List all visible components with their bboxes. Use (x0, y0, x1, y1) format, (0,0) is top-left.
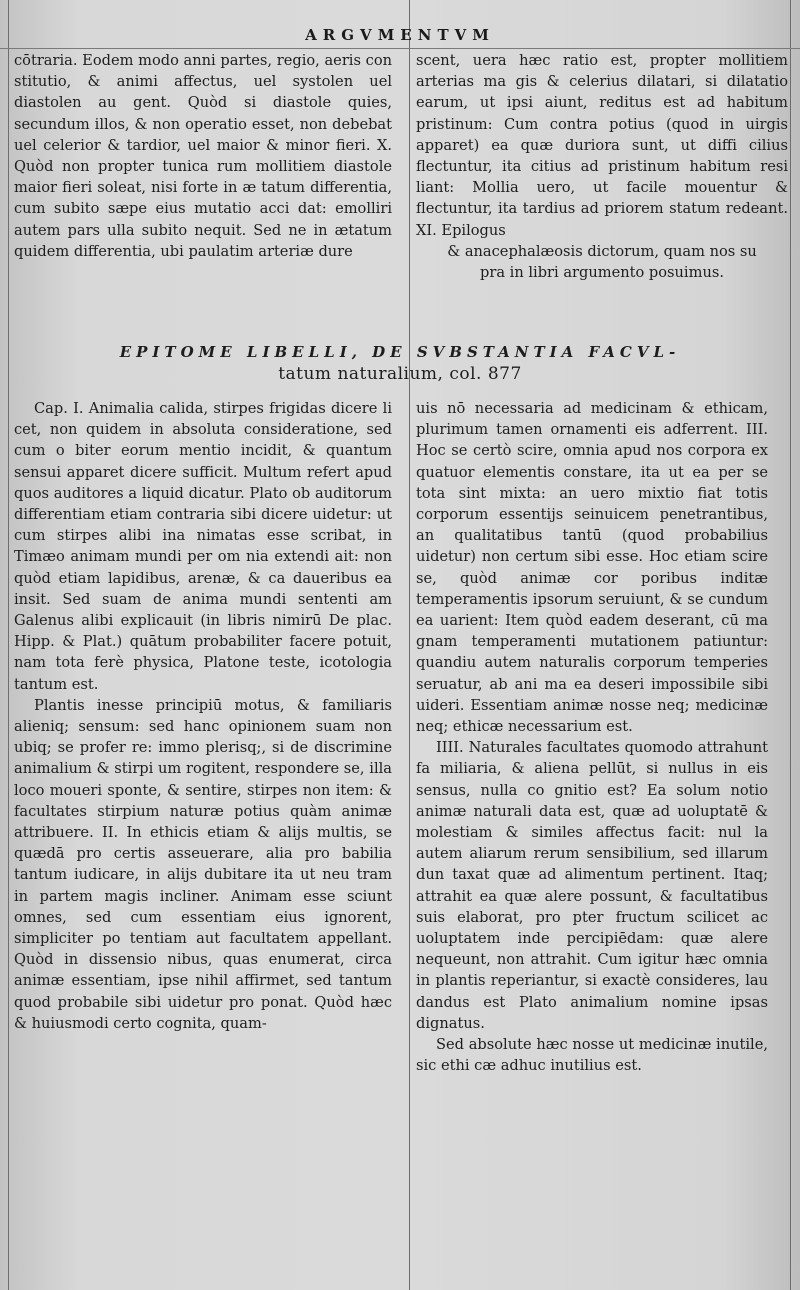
chapter-paragraph: uis nō necessaria ad medicinam & ethicam, plurimum tamen ornamenti eis adferrent. III. Hoc se certò scire, omnia apud nos corpora ex quatuor elementis constare, ita ut ea per se tota sint mixta: an uero mixtio fiat totis corporum essentijs seinuicem penetrantibus, an qualitatibus tantū (quod probabilius uidetur) non certum sibi esse. Hoc etiam scire se, quòd animæ cor poribus inditæ temperamentis ipsorum seruiunt, & se cundum ea uarient: Item quòd eadem deserant, cū ma gnam temperamenti mutationem patiuntur: quandiu autem naturalis corporum temperies seruatur, ab ani ma ea deseri impossibile sibi uideri. Essentiam animæ nosse neq; medicinæ neq; ethicæ necessarium est. (416, 400, 768, 736)
column-divider-rule (409, 0, 410, 1290)
section-subtitle: tatum naturalium, col. 877 (278, 364, 522, 384)
chapter-paragraph: Plantis inesse principiū motus, & familiaris alieniq; sensum: sed hanc opinionem suam non ubiq; se profer re: immo plerisq;, si de discrimine animalium & stirpi um rogitent, respondere se, illa loco moueri sponte, & sentire, stirpes non item: & facultates stirpium naturæ potius quàm animæ attribuere. II. In ethicis etiam & alijs multis, se quædā pro certis asseuerare, alia pro babilia tantum iudicare, in alijs dubitare ita ut neu tram in partem magis incliner. Animam esse sciunt omnes, sed cum essentiam eius ignorent, simpliciter po tentiam aut facultatem appellant. Quòd in dissensio nibus, quas enumerat, circa animæ essentiam, ipse nihil affirmet, sed tantum quod probabile sibi uidetur pro ponat. Quòd hæc & huiusmodi certo cognita, quam- (14, 696, 392, 1032)
epitome-right-column (416, 398, 768, 1077)
argument-left-text: cōtraria. Eodem modo anni partes, regio, aeris con stitutio, & animi affectus, uel systolen uel diastolen au gent. Quòd si diastole quies, secundum illos, & non operatio esset, non debebat uel celerior & tardior, uel maior & minor fieri. X. Quòd non propter tunica rum mollitiem diastole maior fieri soleat, nisi forte in æ tatum differentia, cum subito sæpe eius mutatio acci dat: emolliri autem pars ulla subito nequit. Sed ne in ætatum quidem differentia, ubi paulatim arteriæ dure (14, 52, 392, 260)
epitome-left-column (14, 398, 392, 1034)
chapter-paragraph: Cap. I. Animalia calida, stirpes frigidas dicere li cet, non quidem in absoluta consideratione, sed cum o biter eorum mentio incidit, & quantum sensui apparet dicere sufficit. Multum refert apud quos auditores a liquid dicatur. Plato ob auditorum differentiam etiam contraria sibi dicere uidetur: ut cum stirpes alibi ina nimatas esse scribat, in Timæo animam mundi per om nia extendi ait: non quòd etiam lapidibus, arenæ, & ca daueribus ea insit. Sed suam de anima mundi sententi am Galenus alibi explicauit (in libris nimirū De plac. Hipp. & Plat.) quātum probabiliter facere potuit, nam tota ferè physica, Platone teste, icotologia tantum est. (14, 400, 392, 693)
argument-left-column (14, 50, 392, 262)
chapter-paragraph: Sed absolute hæc nosse ut medicinæ inutile, sic ethi cæ adhuc inutilius est. (416, 1036, 768, 1075)
right-margin-rule (790, 0, 791, 1290)
argument-right-tail-1: & anacephalæosis dictorum, quam nos su (447, 242, 757, 260)
chapter-paragraph: IIII. Naturales facultates quomodo attrahunt fa miliaria, & aliena pellūt, si nullus in eis sensus, nulla co gnitio est? Ea solum notio animæ naturali data est, quæ ad uoluptatē & molestiam & similes affectus facit: nul la autem aliarum rerum sensibilium, sed illarum dun taxat quæ ad alimentum pertinent. Itaq; attrahit ea quæ alere possunt, & facultatibus suis elaborat, pro pter fructum scilicet ac uoluptatem inde percipiēdam: quæ alere nequeunt, non attrahit. Cum igitur hæc omnia in plantis reperiantur, si exactè consideres, lau dandus est Plato animalium nomine ipsas dignatus. (416, 739, 768, 1032)
section-title: EPITOME LIBELLI, DE SVBSTANTIA FACVL- (119, 343, 681, 361)
header-rule (0, 48, 800, 49)
argument-right-column (416, 50, 788, 283)
argument-right-tail-2: pra in libri argumento posuimus. (480, 264, 724, 282)
argument-right-text: scent, uera hæc ratio est, propter mollitiem arterias ma gis & celerius dilatari, si dilatatio earum, ut ipsi aiunt, reditus est ad habitum pristinum: Cum contra potius (quod in uirgis apparet) ea quæ duriora sunt, ut diffi cilius flectuntur, ita citius ad pristinum habitum resi liant: Mollia uero, ut facile mouentur & flectuntur, ita tardius ad priorem statum redeant. XI. Epilogus (416, 52, 788, 239)
running-head: ARGVMENTVM (305, 26, 495, 44)
left-margin-rule (8, 0, 9, 1290)
